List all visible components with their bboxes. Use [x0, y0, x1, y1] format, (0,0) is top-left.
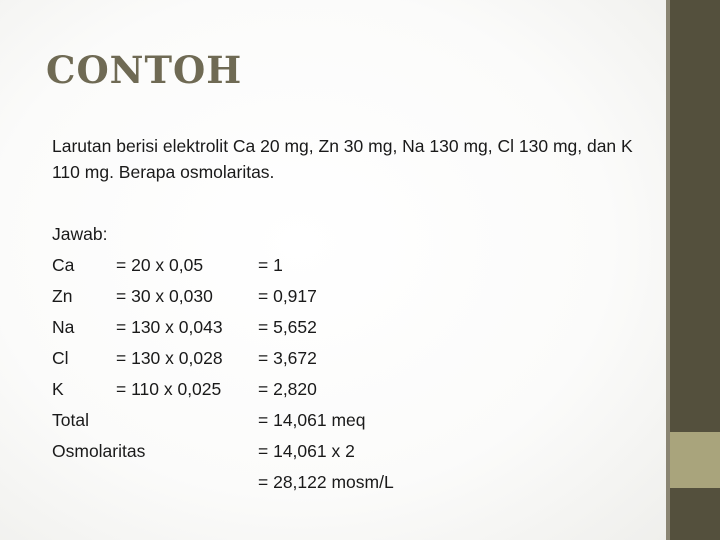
side-accent-block — [670, 432, 720, 488]
calc-result: = 3,672 — [258, 348, 317, 368]
calc-expression: = 130 x 0,028 — [116, 348, 223, 368]
calc-expression: = 30 x 0,030 — [116, 286, 213, 306]
final-result: = 28,122 mosm/L — [258, 472, 394, 492]
calc-expression: = 110 x 0,025 — [116, 379, 222, 399]
element-label: Na — [52, 317, 75, 337]
osmolarity-label: Osmolaritas — [52, 441, 146, 461]
question-text: Larutan berisi elektrolit Ca 20 mg, Zn 30 mg, Na 130 mg, Cl 130 mg, dan K 110 mg. Berapa osmolaritas. — [52, 136, 633, 182]
answer-label: Jawab: — [52, 224, 108, 244]
osmolarity-expression: = 14,061 x 2 — [258, 441, 355, 461]
calc-result: = 0,917 — [258, 286, 317, 306]
total-result: = 14,061 meq — [258, 410, 366, 430]
calc-result: = 1 — [258, 255, 283, 275]
calc-result: = 5,652 — [258, 317, 317, 337]
slide-title: CONTOH — [46, 48, 243, 92]
calc-expression: = 130 x 0,043 — [116, 317, 223, 337]
element-label: K — [52, 379, 64, 399]
calc-expression: = 20 x 0,05 — [116, 255, 204, 275]
element-label: Ca — [52, 255, 75, 275]
element-label: Cl — [52, 348, 69, 368]
element-label: Zn — [52, 286, 73, 306]
calc-result: = 2,820 — [258, 379, 317, 399]
total-label: Total — [52, 410, 89, 430]
